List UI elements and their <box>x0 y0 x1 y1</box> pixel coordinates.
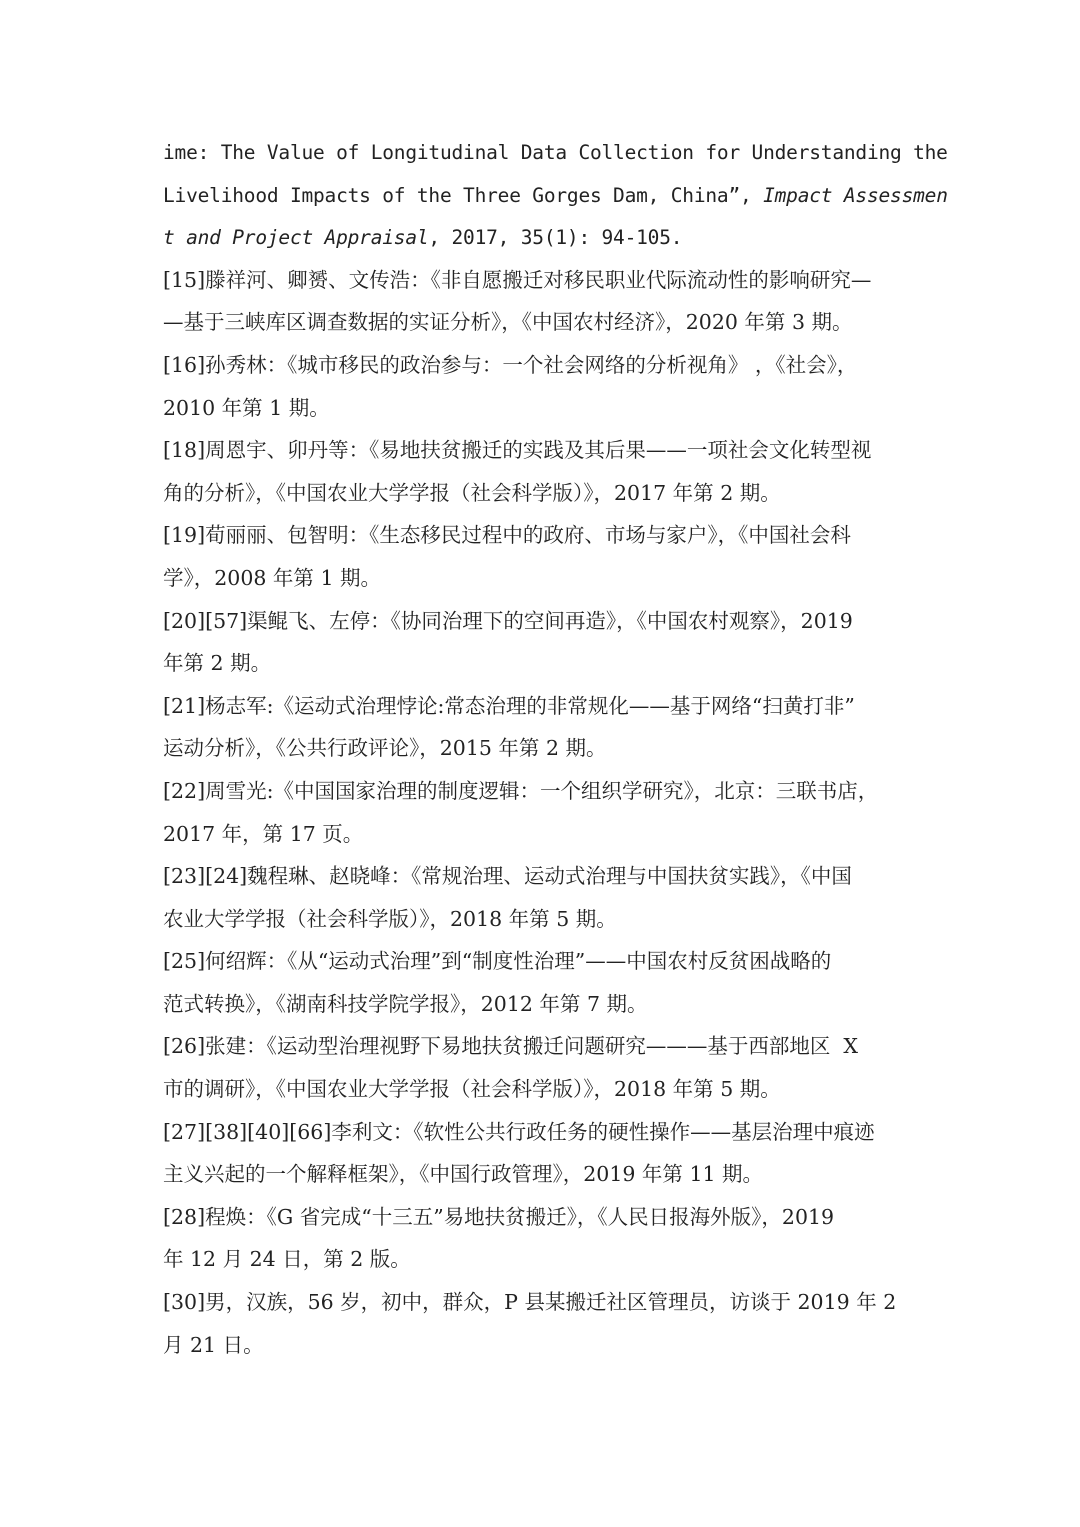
reference-line <box>163 898 919 941</box>
reference-line <box>163 983 919 1026</box>
reference-line <box>163 174 948 217</box>
reference-text: 月 21 日。 <box>163 1332 264 1357</box>
reference-line <box>163 600 919 643</box>
reference-text: [27][38][40][66]李利文：《软性公共行政任务的硬性操作——基层治理中痕迹 <box>163 1119 875 1144</box>
reference-text: 农业大学学报（社会科学版）》，2018 年第 5 期。 <box>163 906 617 931</box>
reference-text: Livelihood Impacts of the Three Gorges Dam, China”, <box>163 183 764 207</box>
reference-text: 2017 年，第 17 页。 <box>163 821 364 846</box>
reference-text: 范式转换》，《湖南科技学院学报》，2012 年第 7 期。 <box>163 991 648 1016</box>
reference-text: 年第 2 期。 <box>163 651 272 676</box>
reference-line <box>163 131 948 174</box>
reference-text: [19]荀丽丽、包智明：《生态移民过程中的政府、市场与家户》，《中国社会科 <box>163 523 851 548</box>
reference-line <box>163 642 919 685</box>
reference-text: 角的分析》，《中国农业大学学报（社会科学版）》，2017 年第 2 期。 <box>163 480 781 505</box>
reference-line <box>163 1324 919 1367</box>
reference-text: [15]滕祥河、卿赟、文传浩：《非自愿搬迁对移民职业代际流动性的影响研究— <box>163 267 872 292</box>
reference-text: [18]周恩宇、卯丹等：《易地扶贫搬迁的实践及其后果——一项社会文化转型视 <box>163 438 872 463</box>
reference-text: —基于三峡库区调查数据的实证分析》，《中国农村经济》，2020 年第 3 期。 <box>163 310 853 335</box>
reference-line <box>163 770 919 813</box>
journal-title-italic: t and Project Appraisal <box>163 226 429 250</box>
reference-line <box>163 259 919 302</box>
reference-line <box>163 1281 919 1324</box>
reference-line <box>163 855 919 898</box>
reference-line <box>163 514 919 557</box>
reference-line <box>163 1025 919 1068</box>
reference-text: [22]周雪光:《中国国家治理的制度逻辑：一个组织学研究》，北京：三联书店， <box>163 778 879 803</box>
reference-line <box>163 472 919 515</box>
reference-line <box>163 387 919 430</box>
reference-text: [26]张建：《运动型治理视野下易地扶贫搬迁问题研究———基于西部地区 X <box>163 1034 858 1059</box>
reference-text: 年 12 月 24 日，第 2 版。 <box>163 1247 411 1272</box>
reference-line <box>163 1153 919 1196</box>
reference-text: [16]孙秀林：《城市移民的政治参与：一个社会网络的分析视角》 ，《社会》， <box>163 352 858 377</box>
reference-list <box>163 131 948 1366</box>
reference-line <box>163 301 919 344</box>
reference-line <box>163 216 919 259</box>
reference-text: [21]杨志军:《运动式治理悖论:常态治理的非常规化——基于网络“扫黄打非” <box>163 693 855 718</box>
reference-text: [30]男，汉族，56 岁，初中，群众，P 县某搬迁社区管理员，访谈于 2019 年 2 <box>163 1290 897 1315</box>
reference-line <box>163 685 919 728</box>
reference-text: [25]何绍辉：《从“运动式治理”到“制度性治理”——中国农村反贫困战略的 <box>163 949 832 974</box>
reference-text: [23][24]魏程琳、赵晓峰：《常规治理、运动式治理与中国扶贫实践》，《中国 <box>163 864 852 889</box>
reference-line <box>163 429 919 472</box>
reference-line <box>163 940 919 983</box>
reference-line <box>163 727 919 770</box>
reference-line <box>163 344 919 387</box>
reference-text: 运动分析》，《公共行政评论》，2015 年第 2 期。 <box>163 736 607 761</box>
reference-line <box>163 557 919 600</box>
reference-line <box>163 1111 919 1154</box>
reference-line <box>163 1196 919 1239</box>
reference-text: ime: The Value of Longitudinal Data Collection for Understanding the <box>163 141 948 164</box>
reference-line <box>163 813 919 856</box>
reference-line <box>163 1068 919 1111</box>
reference-text: 主义兴起的一个解释框架》，《中国行政管理》，2019 年第 11 期。 <box>163 1162 764 1187</box>
reference-text: 学》，2008 年第 1 期。 <box>163 565 382 590</box>
reference-text: 2010 年第 1 期。 <box>163 395 330 420</box>
reference-text: [28]程焕：《G 省完成“十三五”易地扶贫搬迁》，《人民日报海外版》，2019 <box>163 1204 835 1229</box>
journal-title-italic: Impact Assessmen <box>763 183 948 207</box>
reference-text: 市的调研》，《中国农业大学学报（社会科学版）》，2018 年第 5 期。 <box>163 1077 781 1102</box>
reference-text: [20][57]渠鲲飞、左停：《协同治理下的空间再造》，《中国农村观察》，2019 <box>163 608 853 633</box>
reference-text: , 2017, 35(1): 94-105. <box>428 226 683 250</box>
reference-line <box>163 1238 919 1281</box>
